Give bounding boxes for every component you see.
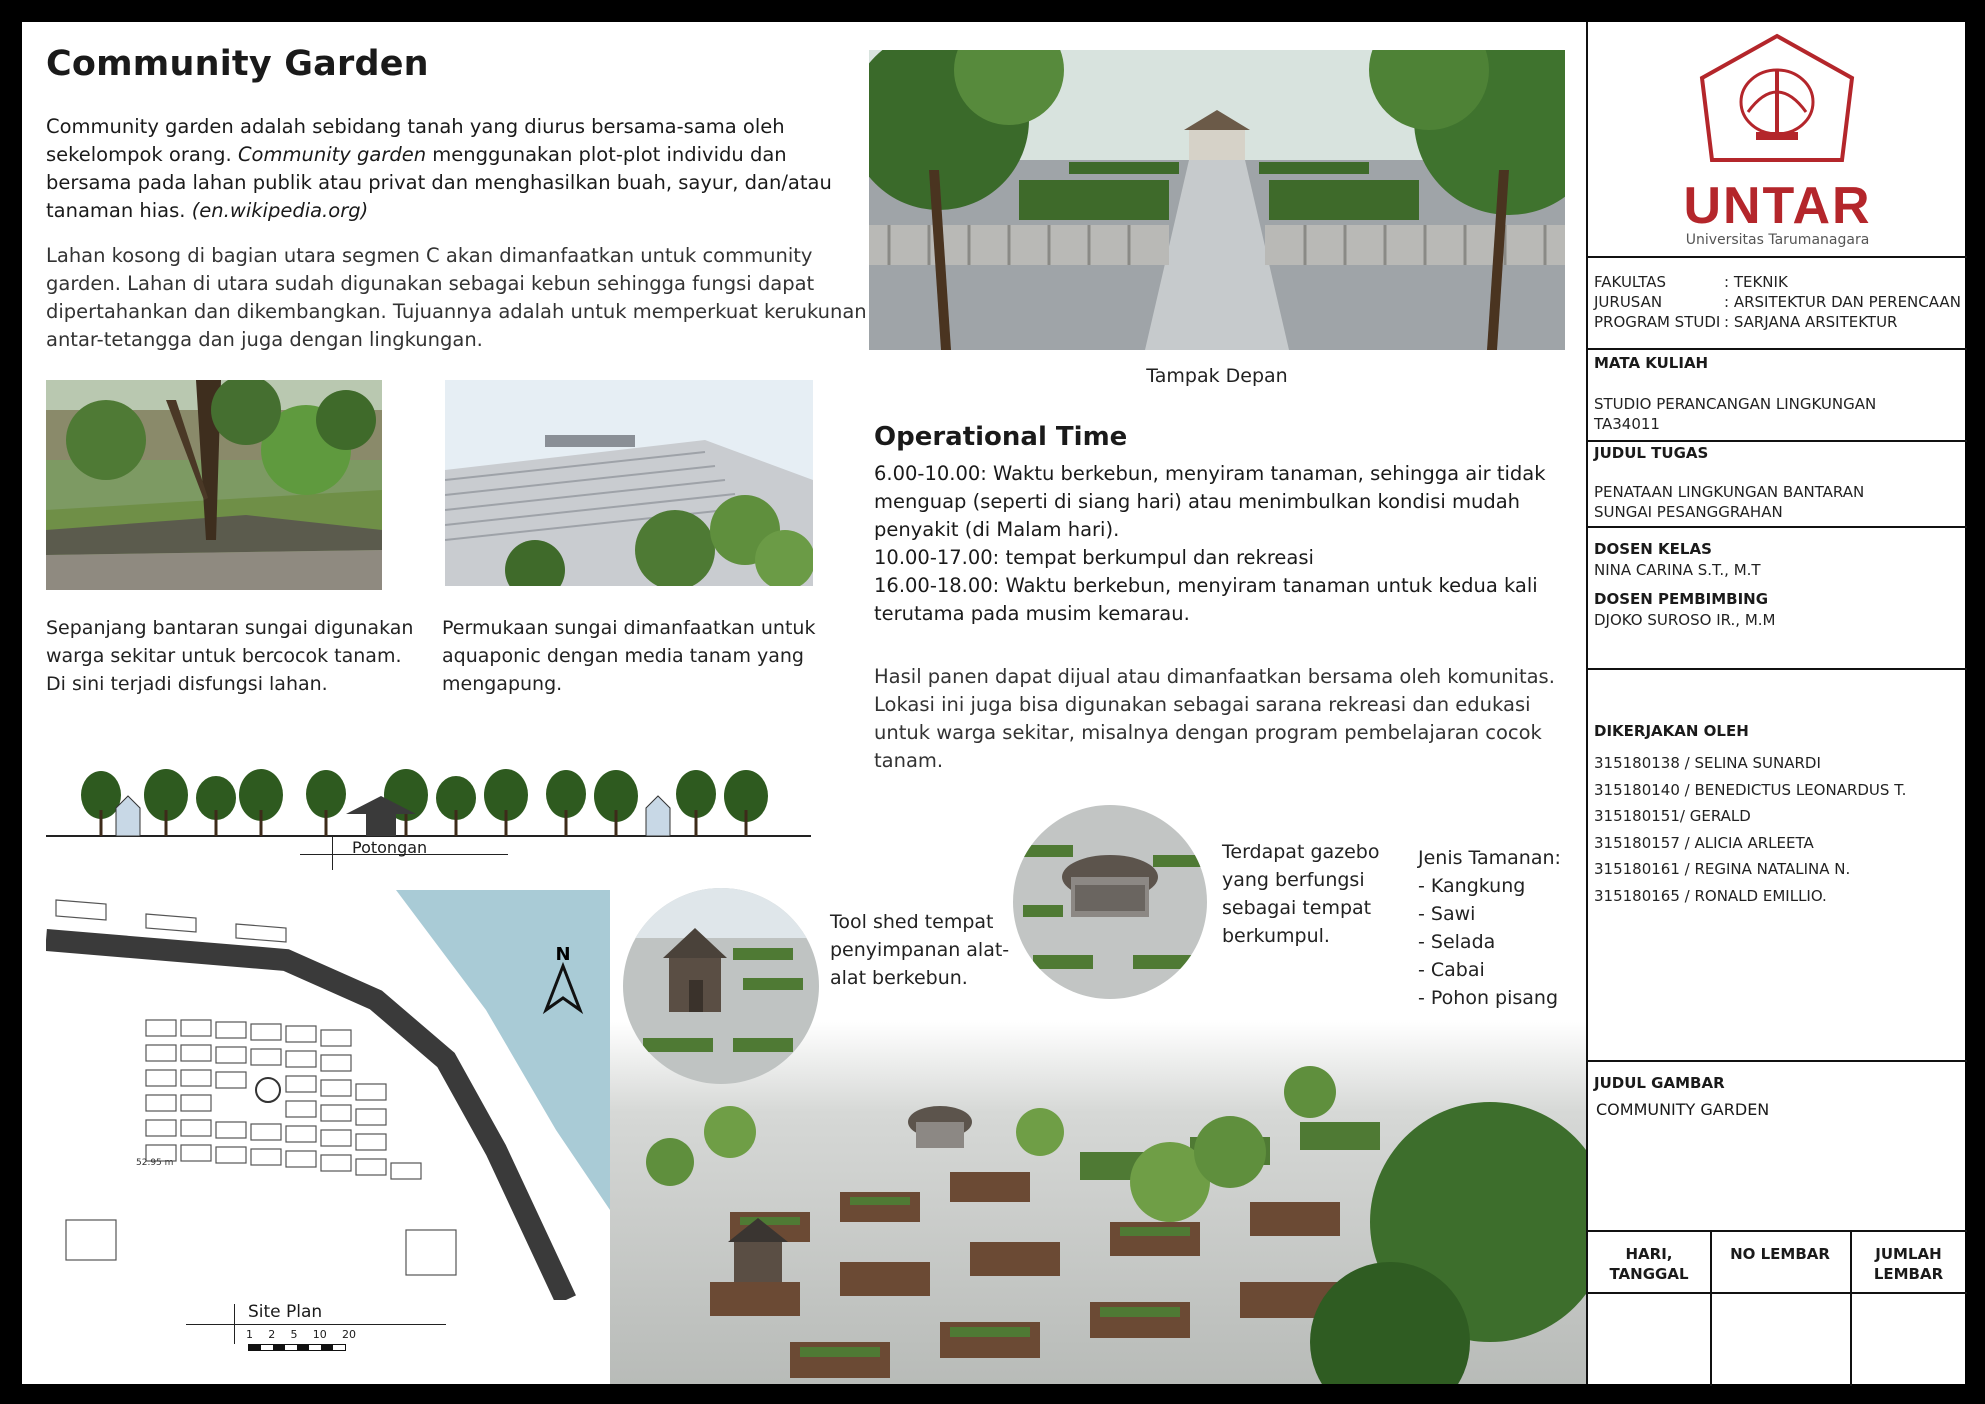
schedule-midday: 10.00-17.00: tempat berkumpul dan rekreasi [874, 546, 1314, 569]
site-plan [46, 890, 610, 1300]
site-plan-caption: Site Plan [248, 1302, 323, 1322]
advisor-name: DJOKO SUROSO IR., M.M [1594, 611, 1776, 629]
lecturer-section [1588, 526, 1967, 670]
intro-paragraph [46, 113, 836, 225]
worker-item: 315180151/ GERALD [1594, 807, 1751, 825]
schedule-evening: 16.00-18.00: Waktu berkebun, menyiram tanaman untuk kedua kali terutama pada musim kemarau. [874, 574, 1538, 625]
logo-subtitle: Universitas Tarumanagara [1685, 232, 1870, 248]
plant-item: - Kangkung [1418, 875, 1526, 897]
worker-item: 315180140 / BENEDICTUS LEONARDUS T. [1594, 780, 1907, 799]
operational-heading: Operational Time [874, 422, 1128, 452]
faculty-section: FAKULTAS : TEKNIK JURUSAN : ARSITEKTUR DAN PERENCAAN PROGRAM STUDI : SARJANA ARSITEKTUR [1588, 256, 1967, 350]
plant-item: - Cabai [1418, 959, 1485, 981]
task-label: JUDUL TUGAS [1594, 444, 1709, 462]
terrace-caption: Permukaan sungai dimanfaatkan untuk aquaponic dengan media tanam yang mengapung. [442, 617, 816, 695]
sheet-total-header: JUMLAH LEMBAR [1873, 1245, 1944, 1283]
section-caption: Potongan [352, 838, 428, 857]
course-label: MATA KULIAH [1594, 354, 1709, 372]
toolshed-detail [623, 888, 819, 1084]
terrace-render [445, 380, 813, 586]
section-label [300, 830, 508, 870]
front-view-caption: Tampak Depan [1146, 365, 1288, 387]
worker-item: 315180157 / ALICIA ARLEETA [1594, 833, 1814, 852]
advisor-label: DOSEN PEMBIMBING [1594, 590, 1769, 608]
page-title: Community Garden [46, 44, 429, 84]
course-code: TA34011 [1594, 415, 1660, 433]
front-view-render [869, 50, 1565, 350]
intro-text-a: Community garden adalah sebidang tanah yang diurus bersama-sama oleh sekelompok orang. [46, 115, 785, 166]
course-section [1588, 348, 1967, 442]
drawing-name: COMMUNITY GARDEN [1596, 1100, 1770, 1119]
plant-item: - Selada [1418, 931, 1496, 953]
plant-list [1418, 844, 1583, 1012]
north-letter: N [555, 944, 571, 965]
worker-item: 315180138 / SELINA SUNARDI [1594, 754, 1821, 772]
gazebo-detail [1013, 805, 1207, 999]
title-block [1586, 22, 1967, 1384]
plant-item: - Sawi [1418, 903, 1476, 925]
lecturer-name: NINA CARINA S.T., M.T [1594, 561, 1761, 579]
intro-text-italic: Community garden [237, 143, 427, 166]
logo-area [1588, 22, 1967, 254]
intro-text-b: menggunakan plot-plot individu dan bersama pada lahan publik atau privat dan menghasilkan buah, sayur, dan/atau tanaman hias. [46, 143, 832, 222]
sheet-info-section [1588, 1230, 1967, 1386]
scale-bar [248, 1344, 346, 1351]
workers-list [1594, 750, 1906, 909]
lecturer-label: DOSEN KELAS [1594, 540, 1712, 558]
intro-source: (en.wikipedia.org) [191, 199, 369, 222]
course-name: STUDIO PERANCANGAN LINGKUNGAN [1594, 395, 1877, 413]
riverbank-caption: Sepanjang bantaran sungai digunakan warga sekitar untuk bercocok tanam. Di sini terjadi disfungsi lahan. [46, 617, 414, 695]
task-section [1588, 440, 1967, 528]
toolshed-caption: Tool shed tempat penyimpanan alat-alat berkebun. [830, 911, 1010, 989]
drawing-title-section [1588, 1060, 1967, 1232]
plant-item: - Pohon pisang [1418, 987, 1559, 1009]
date-header: HARI, TANGGAL [1609, 1245, 1689, 1283]
riverbank-photo [46, 380, 382, 590]
drawing-sheet [22, 22, 1965, 1384]
drawing-label: JUDUL GAMBAR [1594, 1074, 1725, 1092]
operational-schedule [874, 460, 1554, 628]
worker-item: 315180165 / RONALD EMILLIO. [1594, 886, 1827, 905]
dimension-label: 52.95 m [136, 1158, 174, 1168]
site-plan-legend [186, 1300, 476, 1380]
sheet-number-header: NO LEMBAR [1730, 1245, 1830, 1263]
workers-section [1588, 668, 1967, 1062]
scale-ticks: 1 2 5 10 20 [246, 1328, 356, 1341]
worker-item: 315180161 / REGINA NATALINA N. [1594, 860, 1851, 878]
logo-wordmark: UNTAR [1683, 177, 1872, 235]
schedule-morning: 6.00-10.00: Waktu berkebun, menyiram tanaman, sehingga air tidak menguap (seperti di siang hari) atau menimbulkan kondisi mudah penyakit (di Malam hari). [874, 462, 1546, 541]
gazebo-caption: Terdapat gazebo yang berfungsi sebagai tempat berkumpul. [1222, 841, 1380, 947]
plant-list-heading: Jenis Tamanan: [1418, 847, 1561, 869]
harvest-paragraph: Hasil panen dapat dijual atau dimanfaatkan bersama oleh komunitas. Lokasi ini juga bisa digunakan sebagai sarana rekreasi dan edukasi untuk warga sekitar, misalnya dengan program pembelajaran cocok tanam. [874, 665, 1555, 772]
context-paragraph: Lahan kosong di bagian utara segmen C akan dimanfaatkan untuk community garden. Lahan di utara sudah digunakan sebagai kebun sehingga fungsi dapat dipertahankan dan dikembangkan. Tujuannya adalah untuk memperkuat kerukunan antar-tetangga dan juga dengan lingkungan. [46, 244, 867, 351]
task-name: PENATAAN LINGKUNGAN BANTARAN SUNGAI PESANGGRAHAN [1594, 483, 1865, 521]
workers-label: DIKERJAKAN OLEH [1594, 722, 1749, 740]
